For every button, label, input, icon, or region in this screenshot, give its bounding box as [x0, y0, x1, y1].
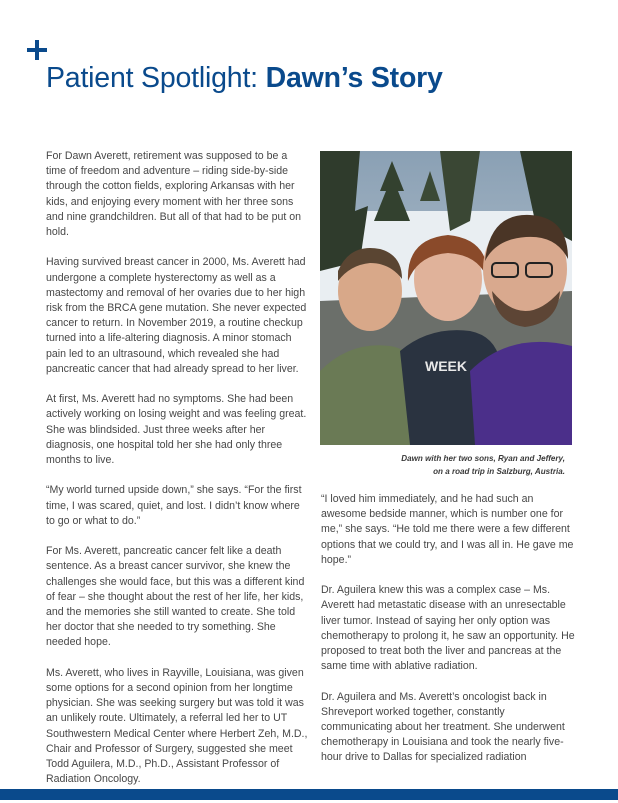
left-column — [46, 149, 308, 803]
plus-icon — [27, 40, 47, 60]
footer-bar — [0, 789, 618, 800]
caption-line: Dawn with her two sons, Ryan and Jeffery, — [401, 454, 565, 463]
paragraph: At first, Ms. Averett had no symptoms. She had been actively working on losing weight and was feeling great. She was blindsided. Just three weeks after her diagnosis, one hospital told her she had only three months to live. — [46, 393, 307, 467]
title-prefix: Patient Spotlight: — [46, 62, 266, 94]
paragraph: Dr. Aguilera knew this was a complex case – Ms. Averett had metastatic disease with an unresectable liver tumor. Instead of saying her only option was chemotherapy to prolong it, he saw an opportunity. He proposed to treat both the liver and pancreas at the same time with ablative radiation. — [321, 584, 575, 673]
paragraph: “I loved him immediately, and he had such an awesome bedside manner, which is number one for me,” she says. “He told me there were a few different options that we could try, and I was all in. He gave me hope.” — [321, 493, 574, 566]
family-photo — [320, 151, 572, 445]
paragraph: “My world turned upside down,” she says. “For the first time, I was scared, quiet, and lost. I didn’t know where to go or what to do.” — [46, 484, 302, 527]
paragraph: For Ms. Averett, pancreatic cancer felt like a death sentence. As a breast cancer survivor, she knew the challenges she would face, but this was a different kind of fear – she thought about the rest of her life, her kids, and the memories she still wanted to create. She told her doctor that she needed to try something. She needed hope. — [46, 545, 305, 649]
right-column — [321, 492, 577, 781]
photo-caption — [320, 453, 565, 478]
shirt-text: WEEK — [425, 358, 467, 374]
paragraph: Ms. Averett, who lives in Rayville, Louisiana, was given some options for a second opinion from her longtime physician. She was seeking surgery but was told it was an unlikely route. Ultimately, a referral led her to UT Southwestern Medical Center where Herbert Zeh, M.D., Chair and Professor of Surgery, suggested she meet Todd Aguilera, M.D., Ph.D., Assistant Professor of Radiation Oncology. — [46, 666, 308, 786]
paragraph: For Dawn Averett, retirement was supposed to be a time of freedom and adventure – riding side-by-side through the cotton fields, exploring Arkansas with her kids, and enjoying every moment with her three sons and nine grandchildren. But all of that had to be put on hold. — [46, 150, 302, 239]
paragraph: Dr. Aguilera and Ms. Averett’s oncologist back in Shreveport worked together, constantly communicating about her treatment. She underwent chemotherapy in Louisiana and took the nearly five-hour drive to Dallas for specialized radiation — [321, 690, 565, 764]
paragraph: Having survived breast cancer in 2000, Ms. Averett had undergone a complete hysterectomy as well as a mastectomy and removal of her ovaries due to her high risk from the BRCA gene mutation. She never expected cancer to return. In November 2019, a routine checkup turned into a life-altering diagnosis. A minor stomach pain led to an ultrasound, which revealed she had pancreatic cancer that had already spread to her liver. — [46, 256, 307, 375]
title-bold: Dawn’s Story — [265, 62, 443, 94]
page-title — [46, 62, 443, 95]
caption-line: on a road trip in Salzburg, Austria. — [433, 466, 565, 476]
